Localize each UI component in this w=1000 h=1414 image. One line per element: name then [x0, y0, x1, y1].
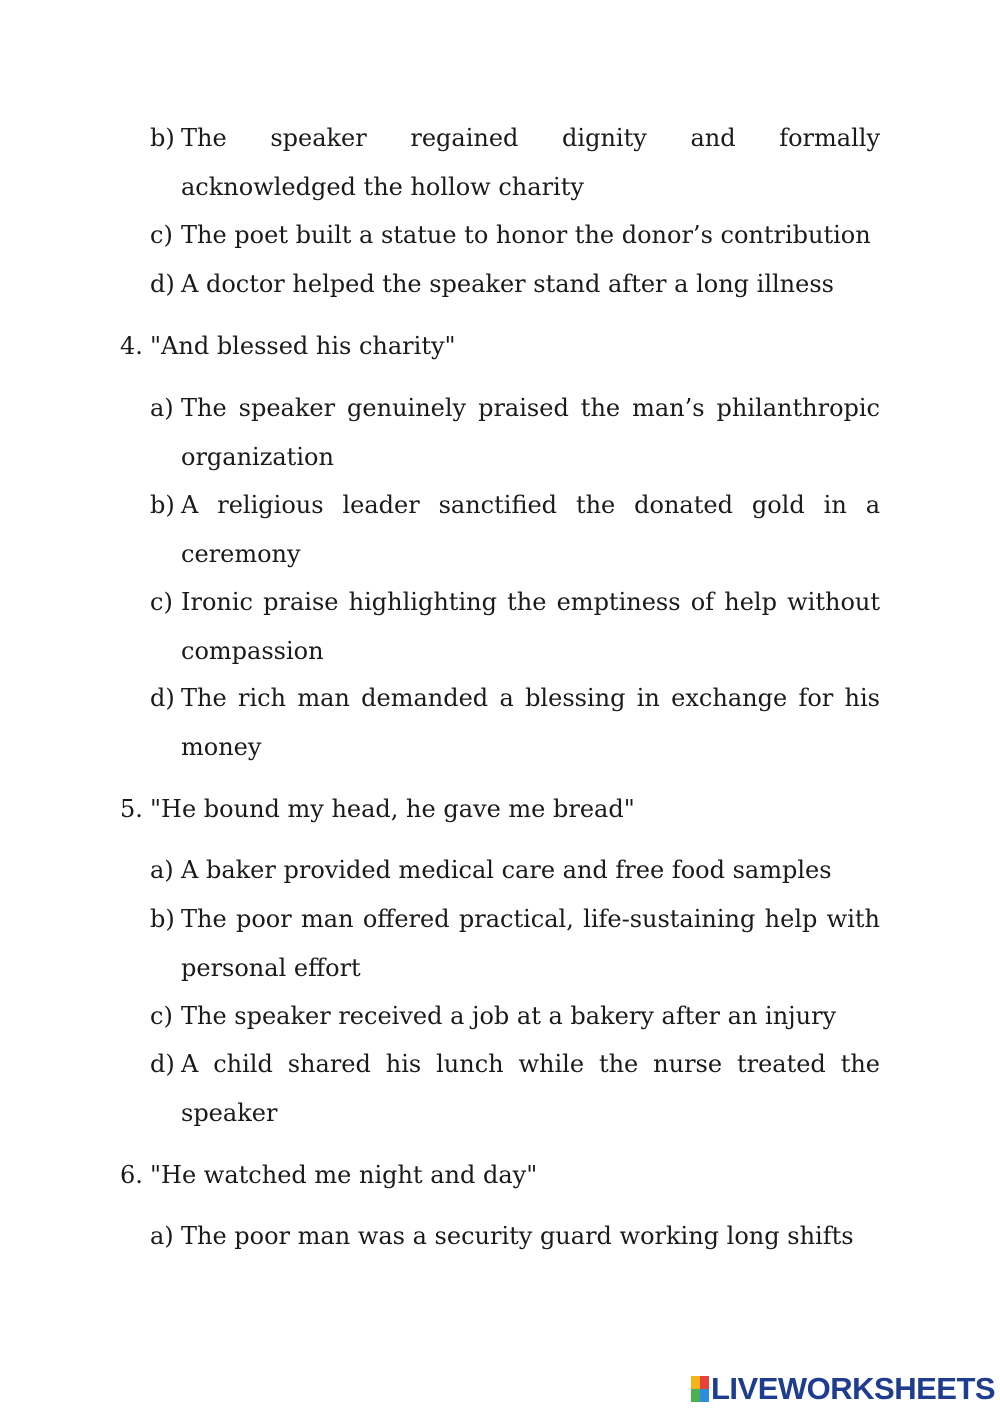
option-label: c): [150, 1002, 173, 1030]
option-5d: [150, 1040, 880, 1137]
option-text: The rich man demanded a blessing in exchange for his money: [181, 684, 880, 761]
option-3d: [150, 260, 880, 309]
question-text: "He bound my head, he gave me bread": [150, 795, 635, 823]
option-6a: [150, 1212, 880, 1261]
option-label: c): [150, 588, 173, 616]
option-5c: [150, 992, 880, 1041]
option-5a: [150, 846, 880, 895]
question-number: 5.: [120, 795, 143, 823]
logo-badge-icon: [691, 1376, 709, 1402]
option-4b: [150, 481, 880, 578]
option-text: A religious leader sanctified the donated gold in a ceremony: [181, 491, 880, 568]
option-label: b): [150, 491, 175, 519]
option-text: The speaker genuinely praised the man’s philanthropic organization: [181, 394, 880, 471]
option-label: a): [150, 394, 174, 422]
option-text: The poet built a statue to honor the donor’s contribution: [181, 221, 871, 249]
option-text: The speaker regained dignity and formally acknowledged the hollow charity: [181, 124, 880, 201]
option-text: A child shared his lunch while the nurse treated the speaker: [181, 1050, 880, 1127]
liveworksheets-logo: [691, 1373, 995, 1405]
option-4a: [150, 384, 880, 481]
brand-name: LIVEWORKSHEETS: [711, 1371, 996, 1406]
option-text: The speaker received a job at a bakery after an injury: [181, 1002, 837, 1030]
option-label: c): [150, 221, 173, 249]
option-label: a): [150, 856, 174, 884]
question-text: "And blessed his charity": [150, 332, 456, 360]
question-5: [120, 785, 880, 834]
option-text: A doctor helped the speaker stand after a long illness: [181, 270, 834, 298]
option-label: b): [150, 905, 175, 933]
option-label: d): [150, 270, 175, 298]
option-label: b): [150, 124, 175, 152]
option-text: A baker provided medical care and free food samples: [181, 856, 832, 884]
option-label: d): [150, 684, 175, 712]
option-3b: [150, 114, 880, 211]
option-text: The poor man offered practical, life-sustaining help with personal effort: [181, 905, 880, 982]
option-4c: [150, 578, 880, 675]
question-number: 4.: [120, 332, 143, 360]
question-number: 6.: [120, 1161, 143, 1189]
question-6: [120, 1151, 880, 1200]
option-label: d): [150, 1050, 175, 1078]
option-text: Ironic praise highlighting the emptiness of help without compassion: [181, 588, 880, 665]
question-text: "He watched me night and day": [150, 1161, 538, 1189]
option-text: The poor man was a security guard working long shifts: [181, 1222, 854, 1250]
option-4d: [150, 674, 880, 771]
option-5b: [150, 895, 880, 992]
option-3c: [150, 211, 880, 260]
option-label: a): [150, 1222, 174, 1250]
question-4: [120, 322, 880, 371]
